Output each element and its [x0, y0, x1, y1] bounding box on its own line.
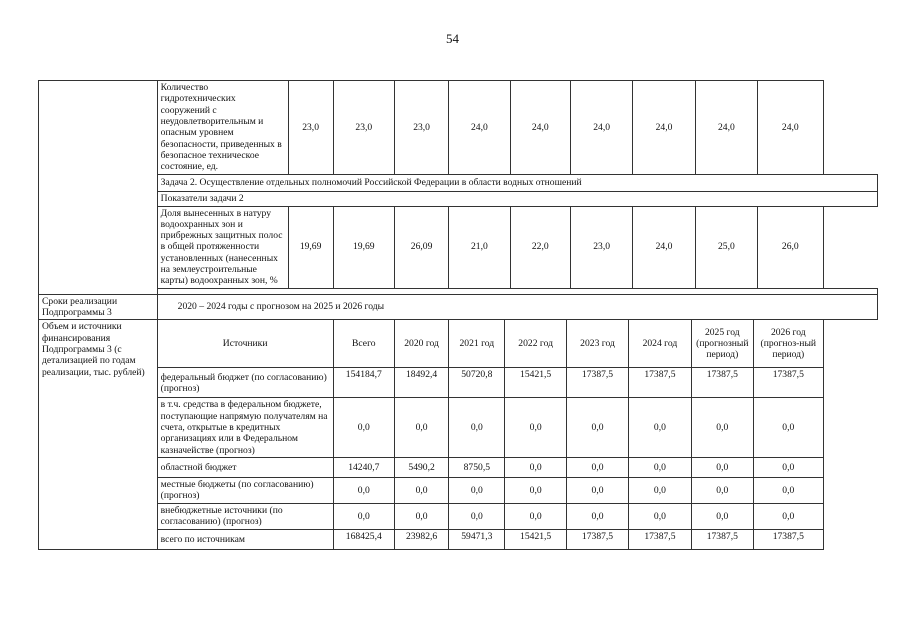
financing-header-row [39, 320, 878, 368]
financing-value: 0,0 [691, 503, 753, 529]
indicator-value: 24,0 [510, 81, 570, 175]
indicator-value: 26,0 [758, 206, 823, 288]
financing-row [39, 368, 878, 398]
indicator-row-hydro [39, 81, 878, 175]
indicator-value: 21,0 [449, 206, 510, 288]
header-total: Всего [333, 320, 394, 368]
financing-value: 0,0 [333, 477, 394, 503]
indicators-left-cell [39, 81, 158, 295]
financing-source: областной бюджет [157, 457, 333, 477]
financing-value: 0,0 [394, 503, 448, 529]
financing-row [39, 477, 878, 503]
financing-value: 154184,7 [333, 368, 394, 398]
header-2023: 2023 год [566, 320, 628, 368]
financing-value: 17387,5 [566, 529, 628, 549]
financing-value: 23982,6 [394, 529, 448, 549]
financing-source: внебюджетные источники (по согласованию) (прогноз) [157, 503, 333, 529]
financing-value: 0,0 [754, 398, 824, 458]
header-2022: 2022 год [505, 320, 566, 368]
indicator-value: 23,0 [394, 81, 448, 175]
financing-value: 0,0 [449, 503, 505, 529]
financing-value: 0,0 [394, 398, 448, 458]
financing-value: 17387,5 [629, 529, 691, 549]
financing-value: 0,0 [505, 398, 566, 458]
header-2026: 2026 год (прогноз-ный период) [754, 320, 824, 368]
indicator-row-water-zones [39, 206, 878, 288]
indicator-value: 23,0 [333, 81, 394, 175]
task2-indicators-row [39, 191, 878, 206]
financing-source: в т.ч. средства в федеральном бюджете, поступающие напрямую получателям на счета, открытые в кредитных организациях или в Федеральном казначействе (прогноз) [157, 398, 333, 458]
financing-row [39, 503, 878, 529]
indicator-value: 26,09 [394, 206, 448, 288]
financing-value: 0,0 [505, 503, 566, 529]
task2-indicators-title: Показатели задачи 2 [157, 191, 877, 206]
indicator-value: 24,0 [758, 81, 823, 175]
task2-row [39, 174, 878, 191]
financing-value: 0,0 [629, 503, 691, 529]
financing-value: 15421,5 [505, 529, 566, 549]
financing-value: 17387,5 [691, 368, 753, 398]
financing-label: Объем и источники финансирования Подпрограммы 3 (с детализацией по годам реализации, тыс. рублей) [39, 320, 158, 550]
financing-value: 0,0 [505, 457, 566, 477]
financing-value: 0,0 [449, 398, 505, 458]
financing-row [39, 457, 878, 477]
financing-value: 15421,5 [505, 368, 566, 398]
terms-row [39, 294, 878, 320]
indicator-value: 19,69 [333, 206, 394, 288]
indicator-value: 22,0 [510, 206, 570, 288]
financing-value: 50720,8 [449, 368, 505, 398]
indicator-value: 23,0 [570, 206, 632, 288]
financing-total-row [39, 529, 878, 549]
header-2024: 2024 год [629, 320, 691, 368]
financing-value: 17387,5 [754, 529, 824, 549]
financing-value: 0,0 [449, 477, 505, 503]
financing-value: 0,0 [566, 477, 628, 503]
financing-value: 17387,5 [754, 368, 824, 398]
financing-value: 0,0 [691, 398, 753, 458]
header-2020: 2020 год [394, 320, 448, 368]
financing-value: 0,0 [566, 398, 628, 458]
financing-value: 168425,4 [333, 529, 394, 549]
indicator-value: 24,0 [633, 81, 695, 175]
terms-label: Сроки реализации Подпрограммы 3 [39, 294, 158, 320]
indicator-label: Количество гидротехнических сооружений с неудовлетворительным и опасным уровнем безопасности, приведенных в безопасное техническое состояние, ед. [157, 81, 288, 175]
financing-value: 0,0 [629, 457, 691, 477]
header-2025: 2025 год (прогнозный период) [691, 320, 753, 368]
financing-value: 0,0 [333, 503, 394, 529]
terms-value: 2020 – 2024 годы с прогнозом на 2025 и 2026 годы [157, 294, 877, 320]
financing-value: 0,0 [566, 503, 628, 529]
financing-value: 8750,5 [449, 457, 505, 477]
indicator-value: 25,0 [695, 206, 757, 288]
financing-value: 0,0 [629, 398, 691, 458]
indicator-value: 24,0 [695, 81, 757, 175]
financing-value: 0,0 [333, 398, 394, 458]
financing-value: 0,0 [566, 457, 628, 477]
indicator-value: 24,0 [449, 81, 510, 175]
financing-value: 0,0 [754, 477, 824, 503]
financing-value: 0,0 [691, 457, 753, 477]
indicator-label: Доля вынесенных в натуру водоохранных зон и прибрежных защитных полос в общей протяженности установленных (нанесенных на землеустроительные карты) водоохранных зон, % [157, 206, 288, 288]
header-2021: 2021 год [449, 320, 505, 368]
financing-value: 17387,5 [691, 529, 753, 549]
financing-value: 59471,3 [449, 529, 505, 549]
financing-source: местные бюджеты (по согласованию) (прогноз) [157, 477, 333, 503]
financing-value: 0,0 [691, 477, 753, 503]
indicator-value: 23,0 [288, 81, 333, 175]
indicator-value: 24,0 [570, 81, 632, 175]
financing-value: 0,0 [629, 477, 691, 503]
subprogram-passport-table [38, 80, 878, 550]
financing-value: 5490,2 [394, 457, 448, 477]
financing-value: 0,0 [505, 477, 566, 503]
financing-value: 17387,5 [566, 368, 628, 398]
financing-value: 17387,5 [629, 368, 691, 398]
header-sources: Источники [157, 320, 333, 368]
indicator-value: 24,0 [633, 206, 695, 288]
financing-value: 18492,4 [394, 368, 448, 398]
financing-value: 0,0 [754, 457, 824, 477]
financing-value: 0,0 [754, 503, 824, 529]
financing-value: 14240,7 [333, 457, 394, 477]
task2-title: Задача 2. Осуществление отдельных полномочий Российской Федерации в области водных отношений [157, 174, 877, 191]
page-number: 54 [446, 31, 459, 46]
financing-source: всего по источникам [157, 529, 333, 549]
financing-row [39, 398, 878, 458]
financing-value: 0,0 [394, 477, 448, 503]
financing-source: федеральный бюджет (по согласованию) (прогноз) [157, 368, 333, 398]
indicator-value: 19,69 [288, 206, 333, 288]
